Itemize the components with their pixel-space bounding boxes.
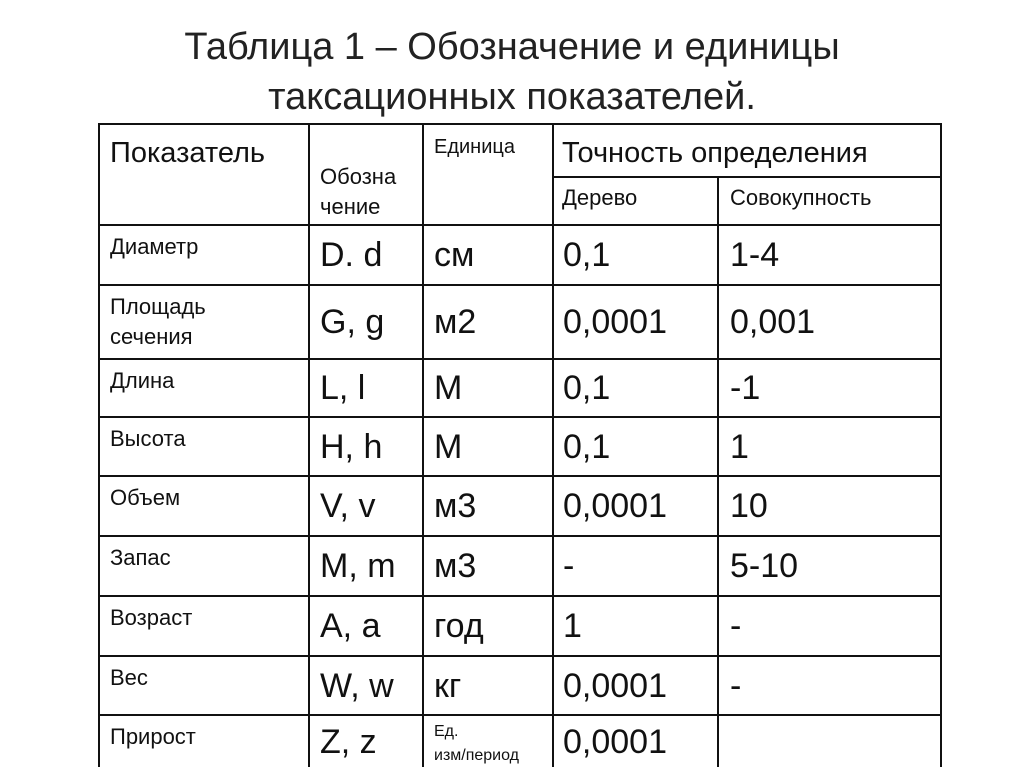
column-divider xyxy=(552,123,554,767)
row-stand-accuracy: 1-4 xyxy=(730,236,780,274)
row-divider xyxy=(98,595,942,597)
header-symbol-line-1: Обозна xyxy=(320,164,397,189)
row-tree-accuracy: 0,1 xyxy=(563,428,611,466)
row-indicator-line-1: Возраст xyxy=(110,605,193,630)
row-tree-accuracy: 0,0001 xyxy=(563,667,667,705)
row-symbol: A, a xyxy=(320,607,381,645)
row-indicator-line-1: Площадь xyxy=(110,294,206,319)
row-stand-accuracy: 0,001 xyxy=(730,303,816,341)
row-indicator-line-1: Диаметр xyxy=(110,234,199,259)
row-divider xyxy=(98,535,942,537)
row-stand-accuracy: - xyxy=(730,607,742,645)
header-accuracy: Точность определения xyxy=(562,137,868,169)
row-stand-accuracy: 1 xyxy=(730,428,749,466)
row-symbol: W, w xyxy=(320,667,394,705)
row-unit: год xyxy=(434,607,484,645)
header-tree: Дерево xyxy=(562,185,638,210)
header-unit: Единица xyxy=(434,136,515,158)
row-tree-accuracy: 1 xyxy=(563,607,582,645)
page-title xyxy=(0,22,1024,122)
row-stand-accuracy: - xyxy=(730,667,742,705)
title-line-1: Таблица 1 – Обозначение и единицы xyxy=(184,26,840,68)
row-tree-accuracy: 0,0001 xyxy=(563,303,667,341)
row-stand-accuracy: 10 xyxy=(730,487,768,525)
row-symbol: L, l xyxy=(320,369,366,407)
row-divider xyxy=(98,475,942,477)
row-symbol: M, m xyxy=(320,547,396,585)
row-indicator-line-1: Прирост xyxy=(110,724,196,749)
row-unit: м3 xyxy=(434,487,477,525)
row-unit-line-2: изм/период xyxy=(434,747,519,764)
title-line-2: таксационных показателей. xyxy=(268,76,756,118)
column-divider xyxy=(422,123,424,767)
row-divider xyxy=(98,416,942,418)
row-indicator-line-2: сечения xyxy=(110,324,193,349)
row-unit: М xyxy=(434,428,463,466)
row-tree-accuracy: 0,0001 xyxy=(563,723,667,761)
row-divider xyxy=(98,714,942,716)
row-symbol: Z, z xyxy=(320,723,377,761)
row-unit-line-1: Ед. xyxy=(434,723,459,740)
row-tree-accuracy: 0,0001 xyxy=(563,487,667,525)
row-divider xyxy=(98,224,942,226)
row-stand-accuracy: -1 xyxy=(730,369,761,407)
row-unit: м2 xyxy=(434,303,477,341)
row-unit: кг xyxy=(434,667,462,705)
row-divider xyxy=(98,358,942,360)
row-tree-accuracy: 0,1 xyxy=(563,236,611,274)
row-indicator-line-1: Объем xyxy=(110,485,181,510)
row-symbol: V, v xyxy=(320,487,376,525)
row-symbol: D. d xyxy=(320,236,383,274)
row-unit: см xyxy=(434,236,475,274)
row-indicator-line-1: Запас xyxy=(110,545,171,570)
row-symbol: G, g xyxy=(320,303,385,341)
row-stand-accuracy: 5-10 xyxy=(730,547,799,585)
header-stand: Совокупность xyxy=(730,185,872,210)
header-symbol xyxy=(320,162,396,222)
row-indicator-line-1: Высота xyxy=(110,426,186,451)
row-indicator-line-1: Длина xyxy=(110,368,175,393)
header-indicator: Показатель xyxy=(110,137,266,169)
row-tree-accuracy: 0,1 xyxy=(563,369,611,407)
row-tree-accuracy: - xyxy=(563,547,575,585)
column-divider xyxy=(308,123,310,767)
row-symbol: H, h xyxy=(320,428,383,466)
row-divider xyxy=(98,655,942,657)
row-unit: м3 xyxy=(434,547,477,585)
column-divider xyxy=(717,176,719,767)
header-symbol-line-2: чение xyxy=(320,194,381,219)
row-unit: М xyxy=(434,369,463,407)
row-divider xyxy=(552,176,942,178)
notation-table xyxy=(98,123,942,767)
row-indicator-line-1: Вес xyxy=(110,665,148,690)
row-divider xyxy=(98,284,942,286)
